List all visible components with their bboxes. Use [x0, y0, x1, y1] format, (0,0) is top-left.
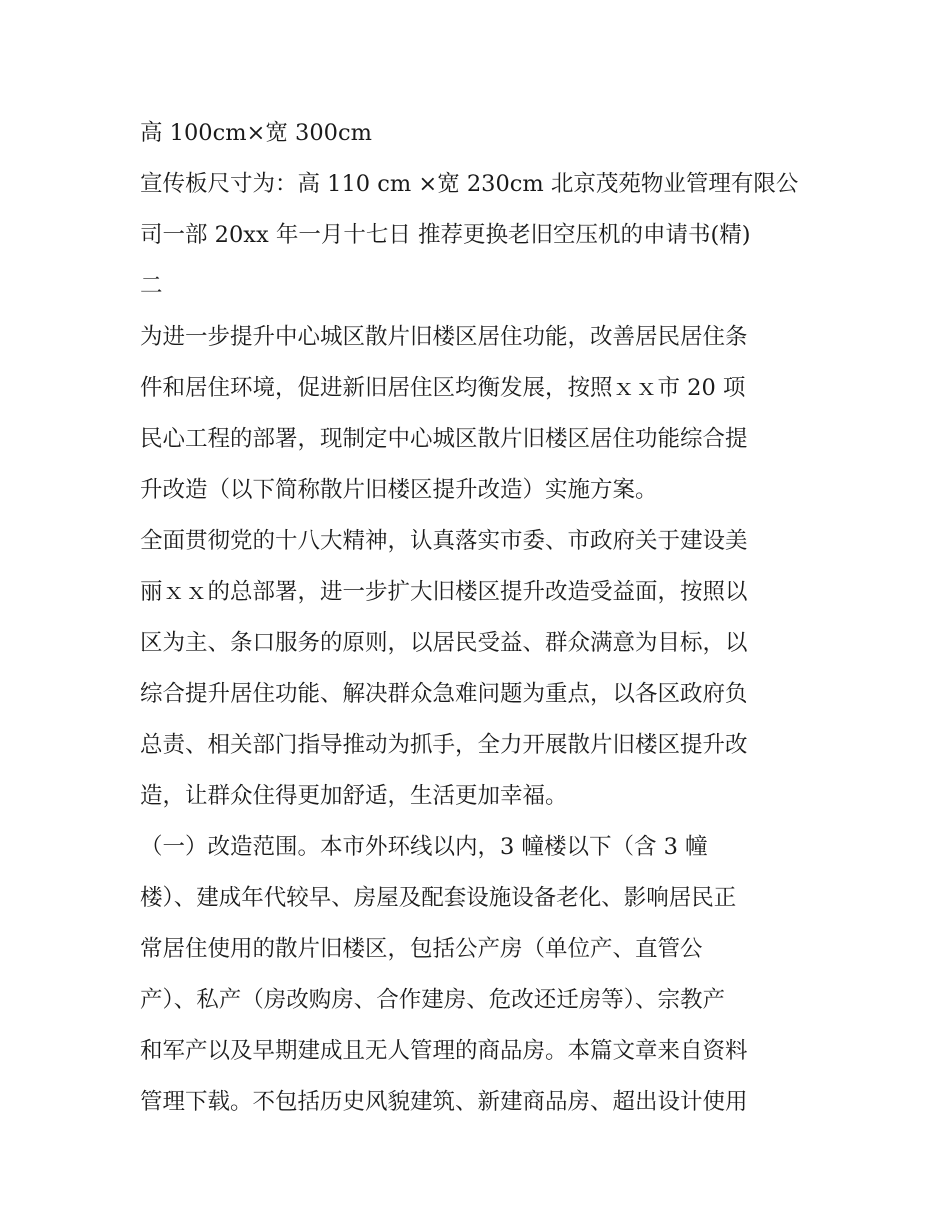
- text-line: 楼）、建成年代较早、房屋及配套设施设备老化、影响居民正: [140, 885, 737, 911]
- text-line: 常居住使用的散片旧楼区，包括公产房（单位产、直管公: [140, 936, 703, 962]
- text-line: 高 100cm×宽 300cm: [140, 120, 372, 146]
- text-line: 全面贯彻党的十八大精神，认真落实市委、市政府关于建设美: [140, 528, 748, 554]
- text-line: 民心工程的部署，现制定中心城区散片旧楼区居住功能综合提: [140, 426, 748, 452]
- text-line: （一）改造范围。本市外环线以内，3 幢楼以下（含 3 幢: [140, 834, 708, 860]
- text-line: 和军产以及早期建成且无人管理的商品房。本篇文章来自资料: [140, 1038, 748, 1064]
- text-line: 宣传板尺寸为：高 110 cm ×宽 230cm 北京茂苑物业管理有限公: [140, 171, 799, 197]
- text-line: 司一部 20xx 年一月十七日 推荐更换老旧空压机的申请书(精): [140, 222, 751, 248]
- text-line: 丽ｘｘ的总部署，进一步扩大旧楼区提升改造受益面，按照以: [140, 579, 748, 605]
- text-line: 二: [140, 273, 163, 299]
- document-body: [140, 108, 815, 1128]
- text-line: 综合提升居住功能、解决群众急难问题为重点，以各区政府负: [140, 681, 748, 707]
- text-line: 产）、私产（房改购房、合作建房、危改还迁房等）、宗教产: [140, 987, 726, 1013]
- text-line: 造，让群众住得更加舒适，生活更加幸福。: [140, 783, 568, 809]
- text-line: 件和居住环境，促进新旧居住区均衡发展，按照ｘｘ市 20 项: [140, 375, 746, 401]
- text-line: 升改造（以下简称散片旧楼区提升改造）实施方案。: [140, 477, 658, 503]
- text-line: 管理下载。不包括历史风貌建筑、新建商品房、超出设计使用: [140, 1089, 748, 1115]
- text-line: 总责、相关部门指导推动为抓手，全力开展散片旧楼区提升改: [140, 732, 748, 758]
- text-line: 区为主、条口服务的原则，以居民受益、群众满意为目标，以: [140, 630, 748, 656]
- text-line: 为进一步提升中心城区散片旧楼区居住功能，改善居民居住条: [140, 324, 748, 350]
